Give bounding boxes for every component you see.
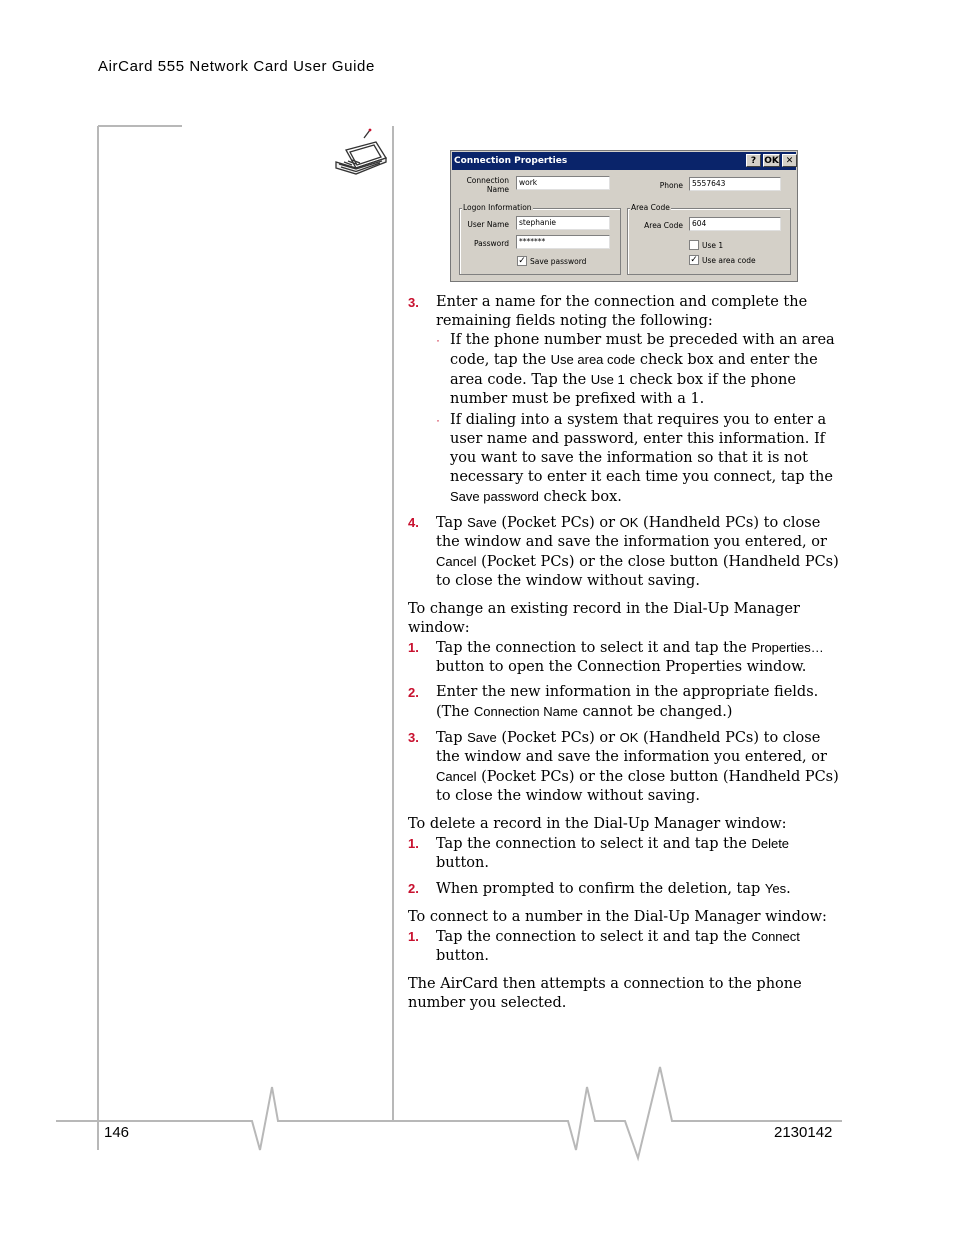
- paragraph: To delete a record in the Dial-Up Manager window:: [408, 816, 787, 832]
- step-item: [408, 683, 842, 722]
- step-text: (Pocket PCs) or the close button (Handheld PCs) to close the window without saving.: [436, 554, 839, 589]
- help-button[interactable]: ?: [746, 154, 761, 167]
- phone-field[interactable]: 5557643: [689, 177, 781, 191]
- footer-heartbeat-line: [56, 1067, 842, 1158]
- ok-button[interactable]: OK: [764, 156, 779, 166]
- bullet-text: check box.: [538, 489, 622, 505]
- step-item: [408, 513, 842, 591]
- use-area-code-label: Use area code: [702, 256, 756, 265]
- ui-term: Save password: [450, 489, 539, 504]
- ui-term: Cancel: [436, 554, 477, 569]
- use-1-checkbox[interactable]: [689, 240, 699, 250]
- ui-term: Use area code: [550, 352, 636, 367]
- step-text: button to open the Connection Properties window.: [436, 659, 807, 675]
- step-item: [408, 293, 842, 507]
- step-text: Tap the connection to select it and tap the: [436, 640, 752, 656]
- step-text: Tap the connection to select it and tap the: [436, 929, 752, 945]
- ui-term: Cancel: [436, 769, 477, 784]
- step-item: [408, 927, 842, 966]
- close-icon[interactable]: ✕: [782, 154, 797, 167]
- ui-term: Connect: [751, 929, 800, 944]
- step-text: Tap: [436, 730, 468, 746]
- password-field[interactable]: *******: [516, 235, 610, 249]
- use-area-code-checkbox[interactable]: [689, 255, 699, 265]
- ui-term: Use 1: [590, 372, 625, 387]
- bullet-icon: ·: [436, 413, 440, 427]
- step-item: [408, 728, 842, 806]
- step-number: 3.: [408, 295, 419, 310]
- step-text: (Handheld PCs) to close the window and save the information you entered, or: [436, 515, 827, 550]
- area-code-field[interactable]: 604: [689, 217, 781, 231]
- bullet-item: [436, 411, 842, 507]
- instructions-column: [408, 293, 842, 1013]
- step-text: When prompted to confirm the deletion, tap: [436, 881, 765, 897]
- step-item: [408, 638, 842, 677]
- document-number: 2130142: [774, 1124, 833, 1141]
- step-text: cannot be changed.): [577, 704, 733, 720]
- step-text: (Pocket PCs) or: [496, 515, 620, 531]
- step-text: button.: [436, 855, 489, 871]
- dialog-title: Connection Properties: [454, 156, 568, 166]
- bullet-text: If dialing into a system that requires you to enter a user name and password, enter this information. If you want to save the information so that it is not necessary to enter it each time you connect, tap the: [450, 412, 833, 485]
- checkmark-icon: ✓: [690, 255, 698, 265]
- ui-term: Connection Name: [473, 704, 578, 719]
- ui-term: Save: [467, 730, 497, 745]
- ui-term: Delete: [751, 836, 790, 851]
- step-text: Tap: [436, 515, 468, 531]
- dialog-title-bar: [452, 152, 796, 170]
- save-password-checkbox[interactable]: [517, 256, 527, 266]
- connection-name-field[interactable]: work: [516, 176, 610, 190]
- step-text: (Pocket PCs) or: [496, 730, 620, 746]
- logon-information-title: Logon Information: [463, 203, 532, 212]
- ui-term: OK: [619, 515, 639, 530]
- paragraph: To change an existing record in the Dial-Up Manager window:: [408, 601, 800, 636]
- use-1-label: Use 1: [702, 241, 724, 250]
- area-code-group-title: Area Code: [631, 203, 670, 212]
- connection-name-label-line2: Name: [486, 185, 509, 194]
- step-number: 1.: [408, 640, 419, 655]
- page-number: 146: [104, 1124, 130, 1141]
- ui-term: Properties…: [751, 640, 824, 655]
- paragraph: To connect to a number in the Dial-Up Manager window:: [408, 909, 827, 925]
- user-name-label: User Name: [467, 220, 509, 229]
- save-password-label: Save password: [530, 257, 587, 266]
- connection-properties-dialog: [450, 150, 798, 282]
- ui-term: OK: [619, 730, 639, 745]
- connection-name-label: [461, 176, 509, 194]
- ui-term: Save: [467, 515, 497, 530]
- step-text: Enter a name for the connection and complete the remaining fields noting the following:: [436, 294, 808, 329]
- bullet-icon: ·: [436, 333, 440, 347]
- password-label: Password: [473, 239, 509, 248]
- step-number: 2.: [408, 881, 419, 896]
- bullet-text: check box and enter the area code. Tap the: [450, 352, 818, 388]
- step-text: (Pocket PCs) or the close button (Handheld PCs) to close the window without saving.: [436, 769, 839, 804]
- bullet-text: If the phone number must be preceded with an area code, tap the: [450, 332, 835, 368]
- step-item: [408, 834, 842, 873]
- user-name-field[interactable]: stephanie: [516, 216, 610, 230]
- checkmark-icon: ✓: [518, 256, 526, 266]
- bullet-item: [436, 331, 842, 409]
- step-number: 1.: [408, 929, 419, 944]
- step-text: .: [786, 881, 791, 897]
- handheld-pc-icon: [330, 128, 390, 184]
- step-text: (Handheld PCs) to close the window and save the information you entered, or: [436, 730, 827, 765]
- step-number: 4.: [408, 515, 419, 530]
- phone-label: Phone: [659, 181, 683, 190]
- step-number: 2.: [408, 685, 419, 700]
- running-header: AirCard 555 Network Card User Guide: [98, 58, 375, 75]
- step-text: Tap the connection to select it and tap the: [436, 836, 752, 852]
- paragraph: The AirCard then attempts a connection to the phone number you selected.: [408, 976, 802, 1011]
- step-item: [408, 879, 842, 899]
- connection-name-label-line1: Connection: [466, 176, 509, 185]
- step-text: button.: [436, 948, 489, 964]
- step-number: 3.: [408, 730, 419, 745]
- step-number: 1.: [408, 836, 419, 851]
- area-code-label: Area Code: [644, 221, 683, 230]
- ui-term: Yes: [764, 881, 787, 896]
- step-text: Enter the new information in the appropriate fields. (The: [436, 684, 819, 720]
- bullet-text: check box if the phone number must be prefixed with a 1.: [450, 372, 796, 407]
